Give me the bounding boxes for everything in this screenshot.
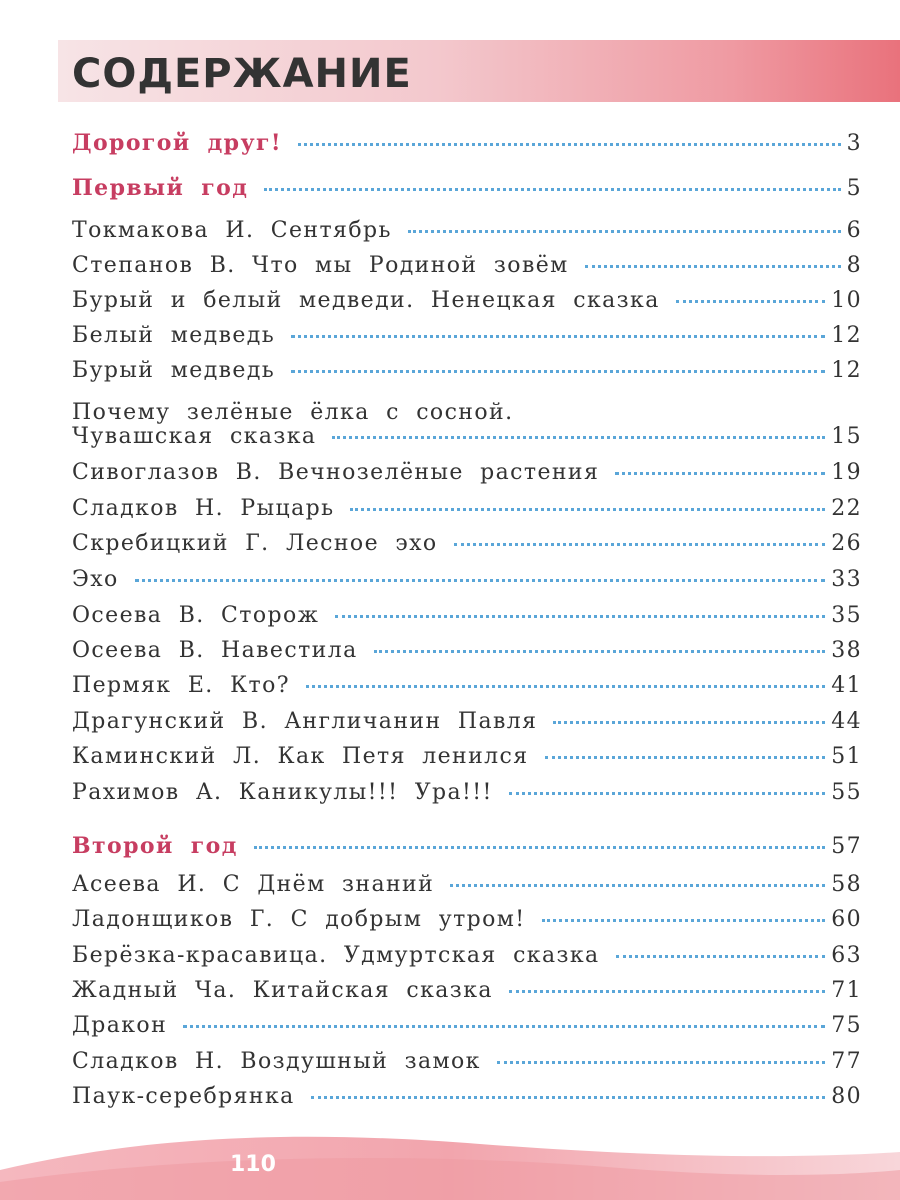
- toc-page-number: 12: [831, 323, 862, 348]
- dot-leader: [298, 143, 841, 146]
- toc-entry[interactable]: [72, 531, 862, 565]
- toc-entry[interactable]: [72, 943, 862, 977]
- toc-section-intro[interactable]: [72, 130, 862, 164]
- toc-section-second-year[interactable]: [72, 833, 862, 867]
- toc-page-number: 71: [831, 978, 862, 1003]
- toc-page-number: 38: [831, 638, 862, 663]
- toc-title: Токмакова И. Сентябрь: [72, 218, 392, 243]
- toc-entry[interactable]: [72, 1084, 862, 1118]
- toc-page-number: 12: [831, 358, 862, 383]
- toc-title-line1: Почему зелёные ёлка с сосной.: [72, 400, 514, 425]
- toc-page-number: 80: [831, 1084, 862, 1109]
- toc-title: Асеева И. С Днём знаний: [72, 872, 435, 897]
- toc-entry[interactable]: [72, 907, 862, 941]
- toc-title: Осеева В. Навестила: [72, 638, 358, 663]
- toc-page-number: 19: [831, 460, 862, 485]
- dot-leader: [497, 1061, 825, 1064]
- dot-leader: [350, 508, 825, 511]
- toc-title: Первый год: [72, 175, 249, 201]
- toc-title: Жадный Ча. Китайская сказка: [72, 978, 493, 1003]
- toc-title: Пермяк Е. Кто?: [72, 673, 290, 698]
- toc-page-number: 22: [831, 496, 862, 521]
- dot-leader: [553, 721, 825, 724]
- toc-page-number: 51: [831, 744, 862, 769]
- toc-entry[interactable]: [72, 1049, 862, 1083]
- toc-title: Драгунский В. Англичанин Павля: [72, 709, 538, 734]
- dot-leader: [332, 436, 825, 439]
- toc-entry[interactable]: [72, 358, 862, 392]
- toc-title: Сивоглазов В. Вечнозелёные растения: [72, 460, 600, 485]
- toc-title: Сладков Н. Воздушный замок: [72, 1049, 481, 1074]
- toc-title: Сладков Н. Рыцарь: [72, 496, 335, 521]
- dot-leader: [291, 370, 825, 373]
- page-number: 110: [230, 1152, 276, 1177]
- dot-leader: [291, 335, 825, 338]
- toc-entry[interactable]: [72, 460, 862, 494]
- dot-leader: [135, 579, 826, 582]
- toc-title: Белый медведь: [72, 323, 276, 348]
- toc-page-number: 44: [831, 709, 862, 734]
- toc-entry[interactable]: [72, 567, 862, 601]
- toc-title: Эхо: [72, 567, 119, 592]
- dot-leader: [542, 919, 826, 922]
- toc-entry[interactable]: [72, 288, 862, 322]
- toc-entry[interactable]: [72, 323, 862, 357]
- toc-entry[interactable]: [72, 1013, 862, 1047]
- toc-entry[interactable]: [72, 253, 862, 287]
- dot-leader: [509, 990, 825, 993]
- toc-page-number: 77: [831, 1049, 862, 1074]
- toc-entry[interactable]: [72, 709, 862, 743]
- toc-page-number: 26: [831, 531, 862, 556]
- dot-leader: [454, 543, 826, 546]
- toc-entry[interactable]: [72, 638, 862, 672]
- toc-entry[interactable]: [72, 424, 862, 458]
- dot-leader: [676, 300, 825, 303]
- toc-entry[interactable]: [72, 496, 862, 530]
- dot-leader: [450, 884, 825, 887]
- toc-page-number: 75: [831, 1013, 862, 1038]
- toc-entry[interactable]: [72, 744, 862, 778]
- dot-leader: [509, 792, 825, 795]
- dot-leader: [311, 1096, 826, 1099]
- toc-entry[interactable]: [72, 673, 862, 707]
- toc-page-number: 3: [846, 131, 862, 156]
- toc-page-number: 57: [831, 834, 862, 859]
- toc-title: Скребицкий Г. Лесное эхо: [72, 531, 438, 556]
- toc-section-first-year[interactable]: [72, 175, 862, 209]
- footer-wave: [0, 1130, 900, 1200]
- toc-title: Рахимов А. Каникулы!!! Ура!!!: [72, 780, 493, 805]
- toc-entry[interactable]: [72, 780, 862, 814]
- dot-leader: [408, 230, 841, 233]
- toc-title: Осеева В. Сторож: [72, 603, 320, 628]
- dot-leader: [254, 846, 825, 849]
- toc-page-number: 33: [831, 567, 862, 592]
- toc-title: Ладонщиков Г. С добрым утром!: [72, 907, 526, 932]
- dot-leader: [264, 188, 840, 191]
- dot-leader: [335, 615, 825, 618]
- toc-title: Каминский Л. Как Петя ленился: [72, 744, 529, 769]
- dot-leader: [306, 685, 825, 688]
- toc-page-number: 8: [846, 253, 862, 278]
- toc-title: Чувашская сказка: [72, 424, 317, 449]
- dot-leader: [545, 756, 826, 759]
- dot-leader: [585, 265, 841, 268]
- toc-entry[interactable]: [72, 603, 862, 637]
- toc-title: Степанов В. Что мы Родиной зовём: [72, 253, 569, 278]
- toc-page-number: 55: [831, 780, 862, 805]
- toc-title: Второй год: [72, 833, 238, 859]
- toc-title: Берёзка-красавица. Удмуртская сказка: [72, 943, 600, 968]
- toc-entry[interactable]: [72, 872, 862, 906]
- toc-page-number: 60: [831, 907, 862, 932]
- dot-leader: [183, 1025, 825, 1028]
- toc-title: Бурый и белый медведи. Ненецкая сказка: [72, 288, 660, 313]
- toc-page-number: 5: [846, 176, 862, 201]
- toc-page-number: 35: [831, 603, 862, 628]
- toc-page-number: 58: [831, 872, 862, 897]
- toc-title: Дорогой друг!: [72, 130, 282, 156]
- dot-leader: [615, 472, 825, 475]
- page-title: СОДЕРЖАНИЕ: [72, 51, 412, 97]
- toc-page-number: 10: [831, 288, 862, 313]
- dot-leader: [616, 955, 826, 958]
- toc-page-number: 15: [831, 424, 862, 449]
- toc-page-number: 63: [831, 943, 862, 968]
- toc-title: Паук-серебрянка: [72, 1084, 295, 1109]
- toc-page-number: 41: [831, 673, 862, 698]
- toc-page-number: 6: [846, 218, 862, 243]
- toc-entry[interactable]: [72, 978, 862, 1012]
- dot-leader: [374, 650, 826, 653]
- toc-title: Бурый медведь: [72, 358, 276, 383]
- toc-title: Дракон: [72, 1013, 168, 1038]
- toc-entry[interactable]: [72, 218, 862, 252]
